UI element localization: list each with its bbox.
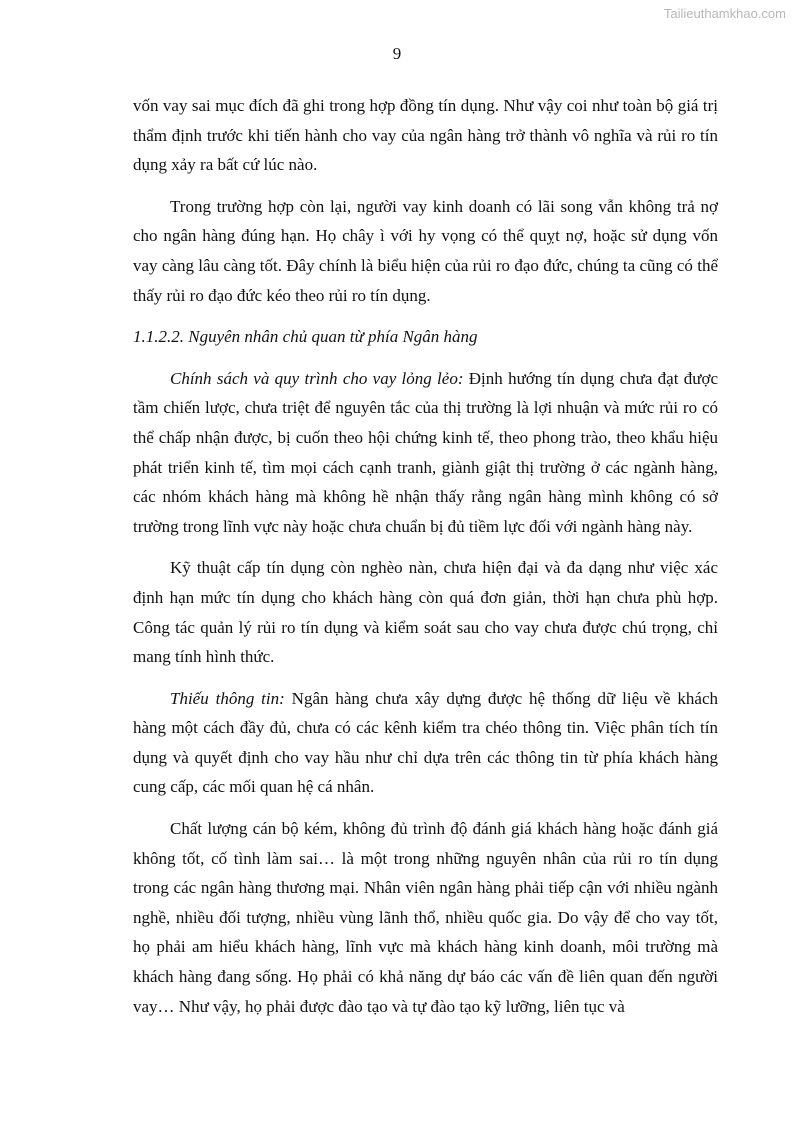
watermark: Tailieuthamkhao.com	[663, 6, 786, 21]
section-heading: 1.1.2.2. Nguyên nhân chủ quan từ phía Ngân hàng	[133, 327, 478, 347]
paragraph-4: Kỹ thuật cấp tín dụng còn nghèo nàn, chưa hiện đại và đa dạng như việc xác định hạn mức tín dụng cho khách hàng còn quá đơn giản, thời hạn chưa phù hợp. Công tác quản lý rủi ro tín dụng và kiểm soát sau cho vay chưa được chú trọng, chỉ mang tính hình thức.	[133, 558, 718, 667]
paragraph-5-lead: Thiếu thông tin:	[170, 688, 285, 708]
document-body	[133, 91, 718, 1033]
paragraph-3-lead: Chính sách và quy trình cho vay lỏng lẻo:	[170, 368, 464, 388]
paragraph-1: vốn vay sai mục đích đã ghi trong hợp đồng tín dụng. Như vậy coi như toàn bộ giá trị thẩm định trước khi tiến hành cho vay của ngân hàng trở thành vô nghĩa và rủi ro tín dụng xảy ra bất cứ lúc nào.	[133, 96, 718, 175]
paragraph-3	[133, 364, 718, 542]
paragraph-6: Chất lượng cán bộ kém, không đủ trình độ đánh giá khách hàng hoặc đánh giá không tốt, cố tình làm sai… là một trong những nguyên nhân của rủi ro tín dụng trong các ngân hàng thương mại. Nhân viên ngân hàng phải tiếp cận với nhiều ngành nghề, nhiều đối tượng, nhiều vùng lãnh thổ, nhiều quốc gia. Do vậy để cho vay tốt, họ phải am hiểu khách hàng, lĩnh vực mà khách hàng kinh doanh, môi trường mà khách hàng đang sống. Họ phải có khả năng dự báo các vấn đề liên quan đến người vay… Như vậy, họ phải được đào tạo và tự đào tạo kỹ lưỡng, liên tục và	[133, 819, 718, 1016]
page-number: 9	[392, 44, 402, 63]
paragraph-2: Trong trường hợp còn lại, người vay kinh doanh có lãi song vẫn không trả nợ cho ngân hàng đúng hạn. Họ chây ì với hy vọng có thể quỵt nợ, hoặc sử dụng vốn vay càng lâu càng tốt. Đây chính là biểu hiện của rủi ro đạo đức, chúng ta cũng có thể thấy rủi ro đạo đức kéo theo rủi ro tín dụng.	[133, 196, 718, 305]
paragraph-5-text: Ngân hàng chưa xây dựng được hệ thống dữ liệu về khách hàng một cách đầy đủ, chưa có các kênh kiểm tra chéo thông tin. Việc phân tích tín dụng và quyết định cho vay hầu như chỉ dựa trên các thông tin từ phía khách hàng cung cấp, các mối quan hệ cá nhân.	[133, 688, 718, 797]
paragraph-5	[133, 684, 718, 802]
paragraph-3-text: Định hướng tín dụng chưa đạt được tầm chiến lược, chưa triệt để nguyên tắc của thị trường là lợi nhuận và mức rủi ro có thể chấp nhận được, bị cuốn theo hội chứng kinh tế, theo phong trào, theo khẩu hiệu phát triển kinh tế, tìm mọi cách cạnh tranh, giành giật thị trường ở các ngành hàng, các nhóm khách hàng mà không hề nhận thấy rằng ngân hàng mình không có sở trường trong lĩnh vực này hoặc chưa chuẩn bị đủ tiềm lực đối với ngành hàng này.	[133, 368, 718, 536]
